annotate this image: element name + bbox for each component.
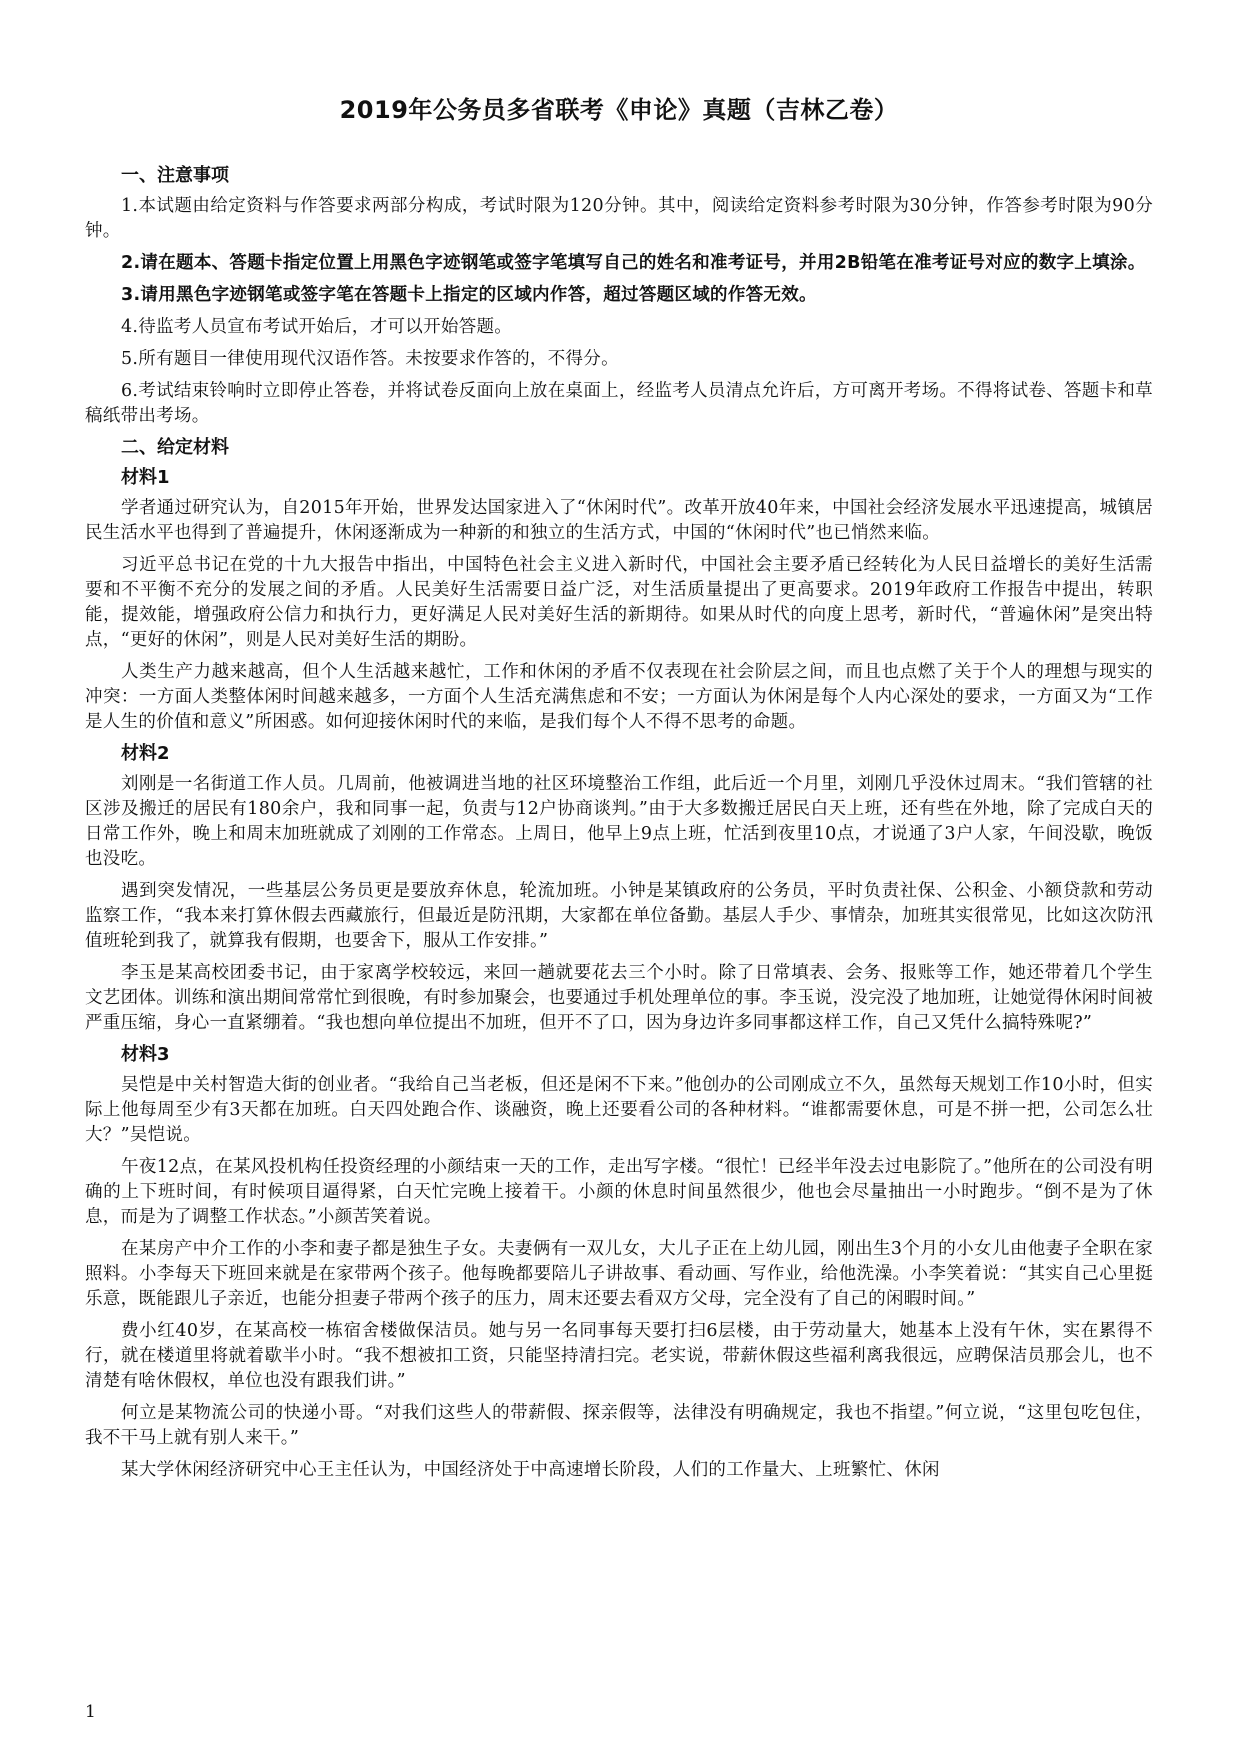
material-3-paragraph: 何立是某物流公司的快递小哥。“对我们这些人的带薪假、探亲假等，法律没有明确规定，我也不指望。”何立说，“这里包吃包住，我不干马上就有别人来干。”	[85, 1403, 1153, 1448]
notice-item-5: 5.所有题目一律使用现代汉语作答。未按要求作答的，不得分。	[121, 349, 619, 369]
material-3-heading: 材料3	[121, 1044, 170, 1065]
material-3-paragraph: 吴恺是中关村智造大街的创业者。“我给自己当老板，但还是闲不下来。”他创办的公司刚成立不久，虽然每天规划工作10小时，但实际上他每周至少有3天都在加班。白天四处跑合作、谈融资，晚上还要看公司的各种材料。“谁都需要休息，可是不拼一把，公司怎么壮大？”吴恺说。	[85, 1075, 1153, 1145]
section-heading-materials: 二、给定材料	[121, 437, 229, 458]
material-1-paragraph: 学者通过研究认为，自2015年开始，世界发达国家进入了“休闲时代”。改革开放40年来，中国社会经济发展水平迅速提高，城镇居民生活水平也得到了普遍提升，休闲逐渐成为一种新的和独立的生活方式，中国的“休闲时代”也已悄然来临。	[85, 498, 1153, 543]
notice-item-1: 1.本试题由给定资料与作答要求两部分构成，考试时限为120分钟。其中，阅读给定资料参考时限为30分钟，作答参考时限为90分钟。	[85, 196, 1153, 241]
page-number: 1	[85, 1702, 96, 1722]
material-2-paragraph: 遇到突发情况，一些基层公务员更是要放弃休息，轮流加班。小钟是某镇政府的公务员，平时负责社保、公积金、小额贷款和劳动监察工作，“我本来打算休假去西藏旅行，但最近是防汛期，大家都在单位备勤。基层人手少、事情杂，加班其实很常见，比如这次防汛值班轮到我了，就算我有假期，也要舍下，服从工作安排。”	[85, 881, 1153, 951]
section-heading-notice: 一、注意事项	[121, 165, 229, 186]
material-1-paragraph: 人类生产力越来越高，但个人生活越来越忙，工作和休闲的矛盾不仅表现在社会阶层之间，而且也点燃了关于个人的理想与现实的冲突：一方面人类整体闲时间越来越多，一方面个人生活充满焦虑和不安；一方面认为休闲是每个人内心深处的要求，一方面又为“工作是人生的价值和意义”所困惑。如何迎接休闲时代的来临，是我们每个人不得不思考的命题。	[85, 662, 1153, 732]
material-3-paragraph: 在某房产中介工作的小李和妻子都是独生子女。夫妻俩有一双儿女，大儿子正在上幼儿园，刚出生3个月的小女儿由他妻子全职在家照料。小李每天下班回来就是在家带两个孩子。他每晚都要陪儿子讲故事、看动画、写作业，给他洗澡。小李笑着说：“其实自己心里挺乐意，既能跟儿子亲近，也能分担妻子带两个孩子的压力，周末还要去看双方父母，完全没有了自己的闲暇时间。”	[85, 1239, 1153, 1309]
document-page	[85, 80, 1153, 1490]
material-2-paragraph: 李玉是某高校团委书记，由于家离学校较远，来回一趟就要花去三个小时。除了日常填表、会务、报账等工作，她还带着几个学生文艺团体。训练和演出期间常常忙到很晚，有时参加聚会，也要通过手机处理单位的事。李玉说，没完没了地加班，让她觉得休闲时间被严重压缩，身心一直紧绷着。“我也想向单位提出不加班，但开不了口，因为身边许多同事都这样工作，自己又凭什么搞特殊呢?”	[85, 963, 1153, 1033]
notice-item-6: 6.考试结束铃响时立即停止答卷，并将试卷反面向上放在桌面上，经监考人员清点允许后，方可离开考场。不得将试卷、答题卡和草稿纸带出考场。	[85, 381, 1153, 426]
notice-item-4: 4.待监考人员宣布考试开始后，才可以开始答题。	[121, 317, 513, 337]
material-3-paragraph: 某大学休闲经济研究中心王主任认为，中国经济处于中高速增长阶段，人们的工作量大、上班繁忙、休闲	[121, 1460, 940, 1480]
material-3-paragraph: 午夜12点，在某风投机构任投资经理的小颜结束一天的工作，走出写字楼。“很忙！已经半年没去过电影院了。”他所在的公司没有明确的上下班时间，有时候项目逼得紧，白天忙完晚上接着干。小颜的休息时间虽然很少，他也会尽量抽出一小时跑步。“倒不是为了休息，而是为了调整工作状态。”小颜苦笑着说。	[85, 1157, 1153, 1227]
material-1-paragraph: 习近平总书记在党的十九大报告中指出，中国特色社会主义进入新时代，中国社会主要矛盾已经转化为人民日益增长的美好生活需要和不平衡不充分的发展之间的矛盾。人民美好生活需要日益广泛，对生活质量提出了更高要求。2019年政府工作报告中提出，转职能，提效能，增强政府公信力和执行力，更好满足人民对美好生活的新期待。如果从时代的向度上思考，新时代，“普遍休闲”是突出特点，“更好的休闲”，则是人民对美好生活的期盼。	[85, 555, 1153, 650]
document-title: 2019年公务员多省联考《申论》真题（吉林乙卷）	[339, 96, 899, 124]
notice-item-2: 2.请在题本、答题卡指定位置上用黑色字迹钢笔或签字笔填写自己的姓名和准考证号，并用2B铅笔在准考证号对应的数字上填涂。	[121, 253, 1146, 273]
material-3-paragraph: 费小红40岁，在某高校一栋宿舍楼做保洁员。她与另一名同事每天要打扫6层楼，由于劳动量大，她基本上没有午休，实在累得不行，就在楼道里将就着歇半小时。“我不想被扣工资，只能坚持清扫完。老实说，带薪休假这些福利离我很远，应聘保洁员那会儿，也不清楚有啥休假权，单位也没有跟我们讲。”	[85, 1321, 1153, 1391]
material-2-heading: 材料2	[121, 743, 170, 764]
notice-item-3: 3.请用黑色字迹钢笔或签字笔在答题卡上指定的区域内作答，超过答题区域的作答无效。	[121, 285, 817, 305]
material-1-heading: 材料1	[121, 467, 170, 488]
material-2-paragraph: 刘刚是一名街道工作人员。几周前，他被调进当地的社区环境整治工作组，此后近一个月里，刘刚几乎没休过周末。“我们管辖的社区涉及搬迁的居民有180余户，我和同事一起，负责与12户协商谈判。”由于大多数搬迁居民白天上班，还有些在外地，除了完成白天的日常工作外，晚上和周末加班就成了刘刚的工作常态。上周日，他早上9点上班，忙活到夜里10点，才说通了3户人家，午间没歇，晚饭也没吃。	[85, 774, 1153, 869]
